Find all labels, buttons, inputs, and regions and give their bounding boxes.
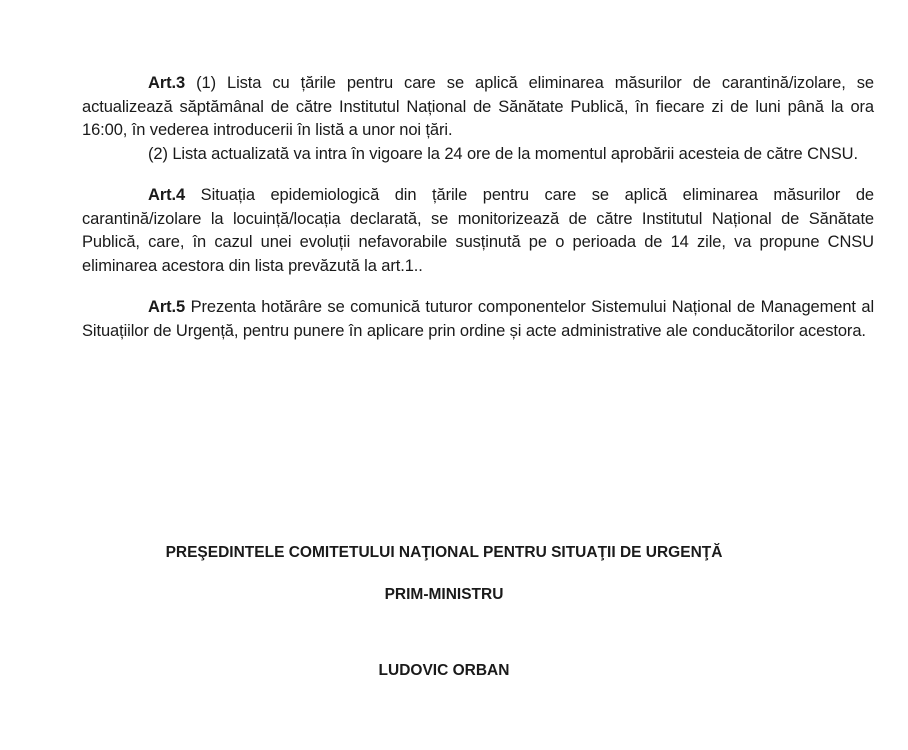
signature-role: PRIM-MINISTRU xyxy=(384,586,504,603)
signature-title: PREŞEDINTELE COMITETULUI NAŢIONAL PENTRU SITUAŢII DE URGENŢĂ xyxy=(165,544,723,561)
article-5-label: Art.5 xyxy=(148,298,186,316)
article-4-text: Situația epidemiologică din țările pentru care se aplică eliminarea măsurilor de carantină/izolare la locuință/locația declarată, se monitorizează de către Institutul Național de Sănătate Publică, care, în cazul unei evoluții nefavorabile susținută pe o perioada de 14 zile, va propune CNSU eliminarea acestora din lista prevăzută la art.1.. xyxy=(82,186,875,275)
document-body xyxy=(82,72,874,343)
article-3-paragraph-1-text: (1) Lista cu țările pentru care se aplică eliminarea măsurilor de carantină/izolare, se actualizează săptămânal de către Institutul Național de Sănătate Publică, în fiecare zi de luni până la ora 16:00, în vederea introducerii în listă a unor noi țări. xyxy=(82,74,874,139)
article-3-paragraph-2 xyxy=(82,143,874,167)
article-4 xyxy=(82,184,874,278)
article-3-label: Art.3 xyxy=(148,74,186,92)
article-3-paragraph-2-text: (2) Lista actualizată va intra în vigoare la 24 ore de la momentul aprobării acesteia de către CNSU. xyxy=(148,144,858,163)
article-5-text: Prezenta hotărâre se comunică tuturor componentelor Sistemului Național de Management al Situațiilor de Urgență, pentru punere în aplicare prin ordine și acte administrative ale conducătorilor acestora. xyxy=(82,298,875,340)
article-3-paragraph-1 xyxy=(82,72,874,143)
article-4-label: Art.4 xyxy=(148,186,186,204)
signature-name: LUDOVIC ORBAN xyxy=(378,662,510,679)
article-5 xyxy=(82,296,874,343)
